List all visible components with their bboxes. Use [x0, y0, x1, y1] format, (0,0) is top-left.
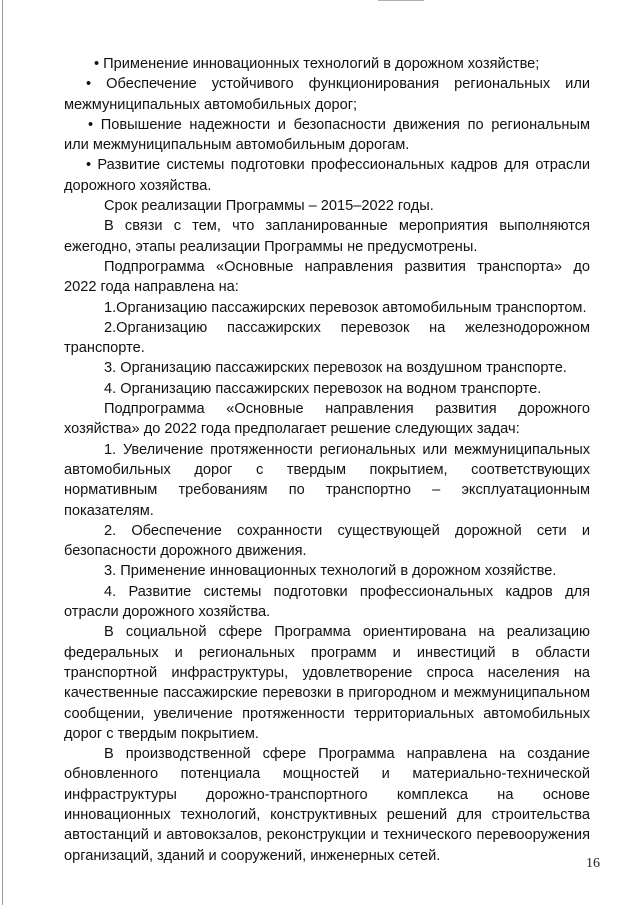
list-item-road-safety: 2. Обеспечение сохранности существующей дорожной сети и безопасности дорожного движения. — [64, 522, 590, 560]
bullet-personnel-training: • Развитие системы подготовки профессиональных кадров для отрасли дорожного хозяйства. — [64, 157, 590, 194]
scan-top-mark — [378, 0, 424, 1]
bullet-innovative-technologies: • Применение инновационных технологий в дорожном хозяйстве; — [94, 56, 540, 72]
scan-left-edge — [2, 0, 3, 905]
list-item-air-transport: 3. Организацию пассажирских перевозок на воздушном транспорте. — [104, 360, 567, 377]
paragraph-program-term: Срок реализации Программы – 2015–2022 годы. — [104, 198, 434, 215]
list-item-innovations: 3. Применение инновационных технологий в дорожном хозяйстве. — [104, 563, 557, 580]
paragraph-no-stages: В связи с тем, что запланированные мероприятия выполняются ежегодно, этапы реализации Программы не предусмотрены. — [64, 218, 590, 255]
page-number: 16 — [586, 856, 600, 871]
list-item-water-transport: 4. Организацию пассажирских перевозок на водном транспорте. — [104, 380, 542, 397]
list-item-road-transport: 1.Организацию пассажирских перевозок автомобильным транспортом. — [104, 299, 587, 316]
paragraph-road-subprogram: Подпрограмма «Основные направления развития дорожного хозяйства» до 2022 года предполагает решение следующих задач: — [64, 401, 590, 438]
paragraph-social-sphere: В социальной сфере Программа ориентирована на реализацию федеральных и региональных программ и инвестиций в области транспортной инфраструктуры, удовлетворение спроса населения на качественные пассажирские перевозки в пригородном и межмуниципальном сообщении, увеличение протяженности территориальных автомобильных дорог с твердым покрытием. — [64, 624, 590, 742]
paragraph-production-sphere: В производственной сфере Программа направлена на создание обновленного потенциала мощностей и материально-технической инфраструктуры дорожно-транспортного комплекса на основе инновационных технологий, конструктивных решений для строительства автостанций и автовокзалов, реконструкции и технического перевооружения организаций, зданий и сооружений, инженерных сетей. — [64, 746, 590, 864]
bullet-sustainable-functioning: • Обеспечение устойчивого функционирования региональных или межмуниципальных автомобильных дорог; — [64, 76, 590, 113]
paragraph-transport-subprogram: Подпрограмма «Основные направления развития транспорта» до 2022 года направлена на: — [64, 258, 590, 296]
document-body — [64, 54, 590, 866]
list-item-road-length: 1. Увеличение протяженности региональных или межмуниципальных автомобильных дорог с твердым покрытием, соответствующих нормативным требованиям по транспортно – эксплуатационным показателям. — [64, 441, 590, 519]
list-item-training: 4. Развитие системы подготовки профессиональных кадров для отрасли дорожного хозяйства. — [64, 583, 590, 621]
bullet-reliability-safety: • Повышение надежности и безопасности движения по региональным или межмуниципальным автомобильным дорогам. — [64, 116, 590, 154]
list-item-rail-transport: 2.Организацию пассажирских перевозок на железнодорожном транспорте. — [64, 319, 590, 357]
